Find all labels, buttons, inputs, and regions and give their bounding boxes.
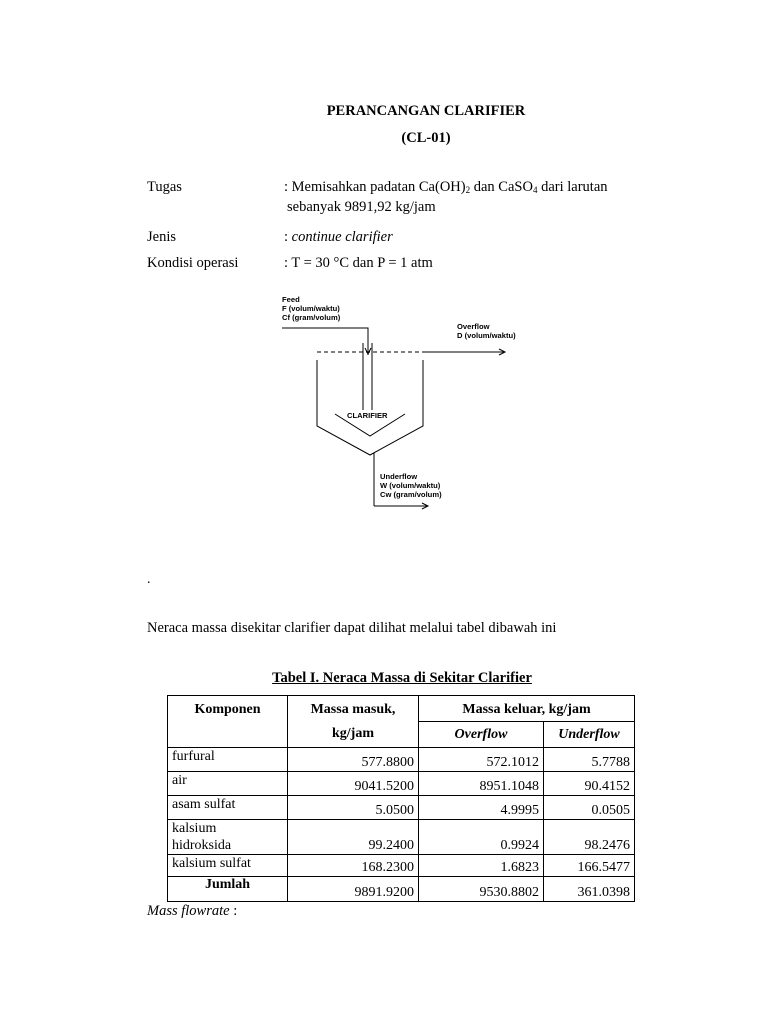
tugas-value-line1: : Memisahkan padatan $Ca(OH)_2$ dan CaSO$_4$ dari larutan — [284, 179, 608, 195]
row-name: kalsium sulfat — [168, 855, 288, 877]
header-overflow: Overflow — [419, 722, 544, 748]
diagram-overflow-d: D (volum/waktu) — [457, 331, 516, 340]
row-underflow: 98.2476 — [544, 820, 635, 855]
row-name: furfural — [168, 748, 288, 772]
row-masuk: 9041.5200 — [288, 772, 419, 796]
page-title: PERANCANGAN CLARIFIER — [326, 103, 526, 119]
row-overflow: 8951.1048 — [419, 772, 544, 796]
diagram-feed-cf: Cf (gram/volum) — [282, 313, 341, 322]
table-row — [168, 820, 635, 855]
diagram-feed-label: Feed — [282, 295, 300, 304]
row-underflow: 0.0505 — [544, 796, 635, 820]
table-caption: Tabel I. Neraca Massa di Sekitar Clarifier — [272, 670, 532, 686]
header-massa-masuk-2: kg/jam — [288, 722, 419, 748]
total-underflow: 361.0398 — [544, 877, 635, 902]
jenis-value: : continue clarifier — [284, 229, 393, 245]
diagram-center-label: CLARIFIER — [347, 411, 388, 420]
row-name: air — [168, 772, 288, 796]
header-massa-keluar: Massa keluar, kg/jam — [419, 696, 635, 722]
total-overflow: 9530.8802 — [419, 877, 544, 902]
page-subtitle-code: (CL-01) — [401, 130, 451, 146]
diagram-underflow-cw: Cw (gram/volum) — [380, 490, 442, 499]
row-underflow: 90.4152 — [544, 772, 635, 796]
diagram-underflow-label: Underflow — [380, 472, 418, 481]
table-total-row — [168, 877, 635, 902]
tugas-label: Tugas — [147, 179, 182, 195]
row-underflow: 5.7788 — [544, 748, 635, 772]
footer-text: Mass flowrate : — [147, 903, 238, 919]
row-masuk: 99.2400 — [288, 820, 419, 855]
total-masuk: 9891.9200 — [288, 877, 419, 902]
total-label: Jumlah — [168, 877, 288, 902]
row-overflow: 0.9924 — [419, 820, 544, 855]
jenis-label: Jenis — [147, 229, 176, 245]
row-overflow: 4.9995 — [419, 796, 544, 820]
row-overflow: 572.1012 — [419, 748, 544, 772]
kondisi-label: Kondisi operasi — [147, 255, 239, 271]
table-row — [168, 796, 635, 820]
row-masuk: 5.0500 — [288, 796, 419, 820]
mass-balance-table — [167, 695, 635, 902]
table-row — [168, 855, 635, 877]
row-name: kalsium hidroksida — [168, 820, 288, 855]
table-row — [168, 772, 635, 796]
header-massa-masuk-1: Massa masuk, — [288, 696, 419, 722]
row-masuk: 577.8800 — [288, 748, 419, 772]
header-underflow: Underflow — [544, 722, 635, 748]
kondisi-value: : T = 30 °C dan P = 1 atm — [284, 255, 433, 271]
diagram-feed-f: F (volum/waktu) — [282, 304, 340, 313]
row-name: asam sulfat — [168, 796, 288, 820]
row-underflow: 166.5477 — [544, 855, 635, 877]
diagram-underflow-w: W (volum/waktu) — [380, 481, 441, 490]
diagram-overflow-label: Overflow — [457, 322, 490, 331]
tugas-value-line2: sebanyak 9891,92 kg/jam — [287, 199, 436, 215]
stray-dot: . — [147, 572, 151, 587]
clarifier-diagram — [270, 290, 540, 520]
row-overflow: 1.6823 — [419, 855, 544, 877]
header-komponen: Komponen — [168, 696, 288, 748]
row-masuk: 168.2300 — [288, 855, 419, 877]
table-row — [168, 748, 635, 772]
intro-paragraph: Neraca massa disekitar clarifier dapat dilihat melalui tabel dibawah ini — [147, 620, 557, 636]
